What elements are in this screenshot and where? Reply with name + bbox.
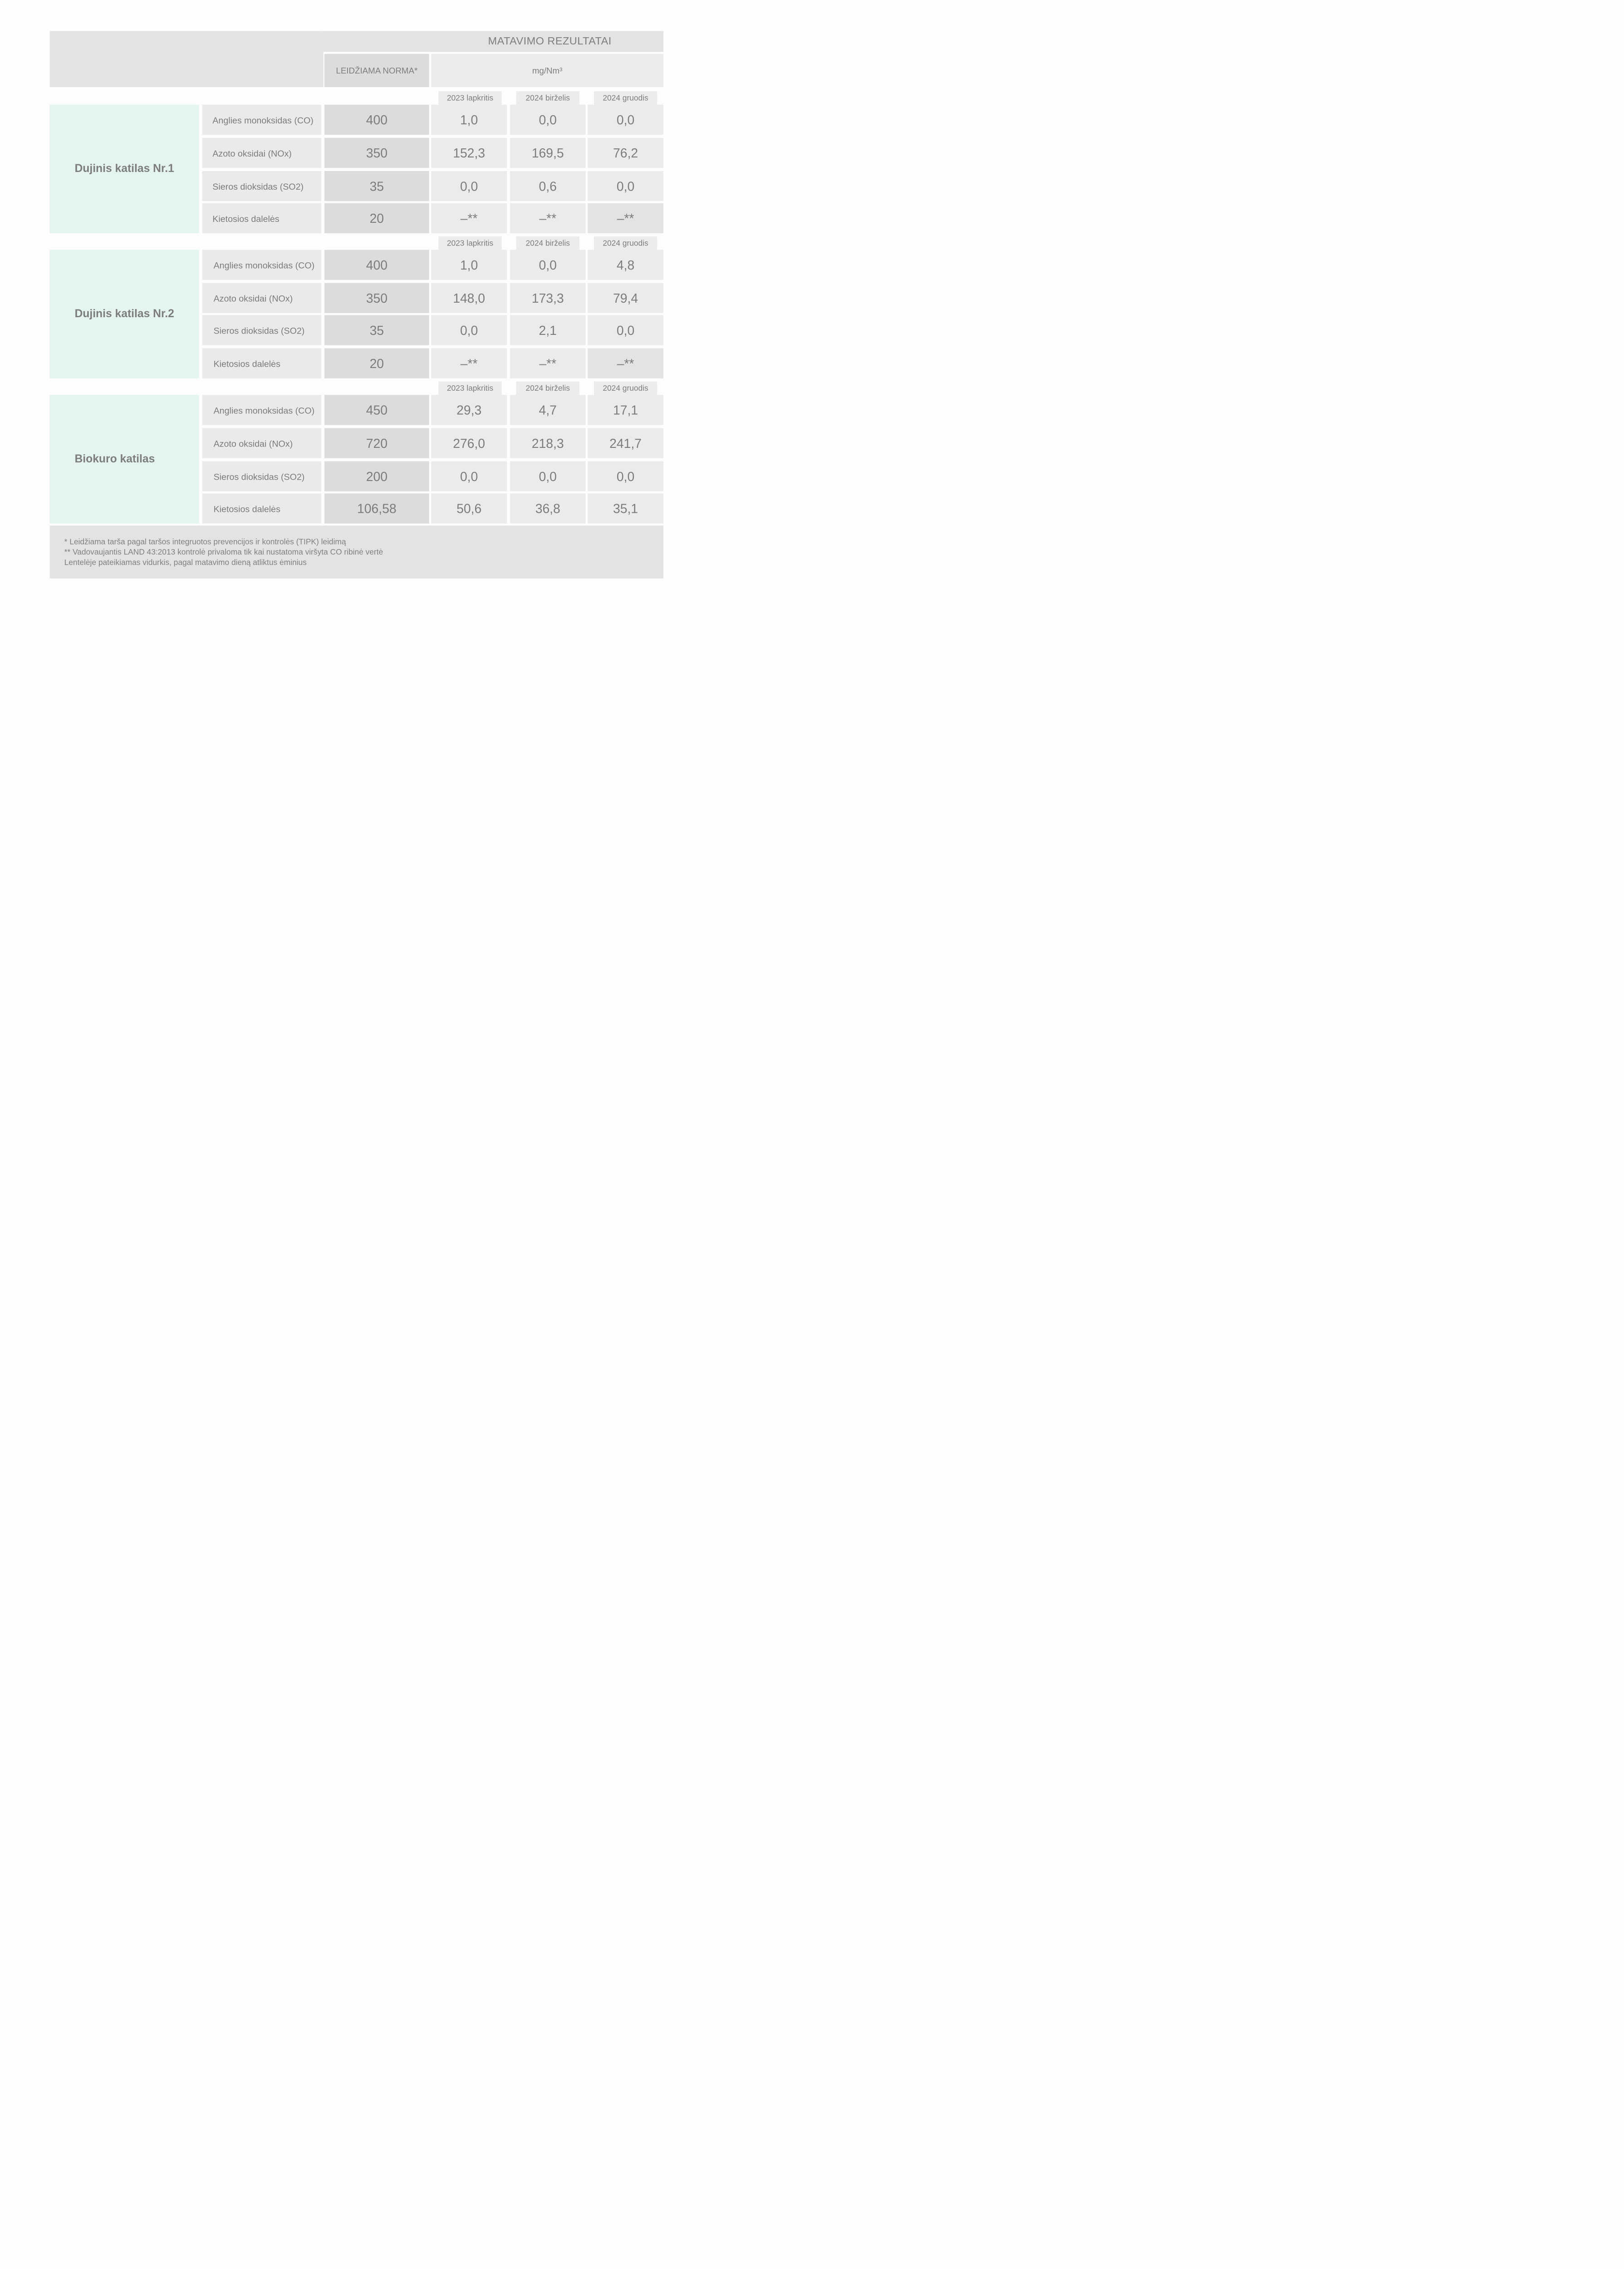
norm-cell: 400 <box>324 105 429 135</box>
param-cell: Anglies monoksidas (CO) <box>202 250 321 280</box>
value-cell: –** <box>588 203 663 233</box>
date-header-g2-c1: 2023 lapkritis <box>438 236 501 250</box>
value-cell: 0,0 <box>510 250 586 280</box>
value-cell: 17,1 <box>588 395 663 425</box>
value-cell: 169,5 <box>510 138 586 168</box>
norm-cell: 20 <box>324 349 429 378</box>
footnote-2: ** Vadovaujantis LAND 43:2013 kontrolė privaloma tik kai nustatoma viršyta CO ribinė vertė <box>64 547 383 557</box>
value-cell: 0,0 <box>510 462 586 491</box>
param-cell: Sieros dioksidas (SO2) <box>202 462 321 491</box>
value-cell: 76,2 <box>588 138 663 168</box>
norm-header-label: LEIDŽIAMA NORMA* <box>336 66 418 75</box>
value-cell: 241,7 <box>588 428 663 458</box>
norm-cell: 35 <box>324 171 429 201</box>
value-cell: 4,8 <box>588 250 663 280</box>
value-cell: 218,3 <box>510 428 586 458</box>
group-label-2: Dujinis katilas Nr.2 <box>50 250 199 378</box>
norm-cell: 720 <box>324 428 429 458</box>
value-cell: 0,6 <box>510 171 586 201</box>
table-title: MATAVIMO REZULTATAI <box>488 35 612 47</box>
group-label-3: Biokuro katilas <box>50 395 199 523</box>
param-cell: Azoto oksidai (NOx) <box>202 428 321 458</box>
value-cell: 35,1 <box>588 493 663 523</box>
norm-cell: 35 <box>324 315 429 345</box>
value-cell: –** <box>510 349 586 378</box>
value-cell: 1,0 <box>431 250 507 280</box>
param-cell: Sieros dioksidas (SO2) <box>202 171 321 201</box>
value-cell: 0,0 <box>588 462 663 491</box>
param-cell: Kietosios dalelės <box>202 349 321 378</box>
param-cell: Sieros dioksidas (SO2) <box>202 315 321 345</box>
date-header-g1-c2: 2024 birželis <box>516 91 579 105</box>
unit-header <box>431 54 663 87</box>
param-cell: Kietosios dalelės <box>202 493 321 523</box>
date-header-g3-c3: 2024 gruodis <box>594 382 657 395</box>
value-cell: 50,6 <box>431 493 507 523</box>
value-cell: 79,4 <box>588 283 663 313</box>
param-cell: Anglies monoksidas (CO) <box>202 395 321 425</box>
value-cell: 0,0 <box>431 315 507 345</box>
group-label-1: Dujinis katilas Nr.1 <box>50 105 199 233</box>
value-cell: –** <box>510 203 586 233</box>
value-cell: 4,7 <box>510 395 586 425</box>
value-cell: 0,0 <box>588 171 663 201</box>
footnote-3: Lentelėje pateikiamas vidurkis, pagal matavimo dieną atliktus ėminius <box>64 557 307 567</box>
date-header-g3-c1: 2023 lapkritis <box>438 382 501 395</box>
header-band-left <box>50 31 321 87</box>
param-cell: Azoto oksidai (NOx) <box>202 283 321 313</box>
unit-header-label: mg/Nm³ <box>532 66 563 75</box>
value-cell: 152,3 <box>431 138 507 168</box>
value-cell: 276,0 <box>431 428 507 458</box>
value-cell: 0,0 <box>588 105 663 135</box>
date-header-g3-c2: 2024 birželis <box>516 382 579 395</box>
value-cell: 173,3 <box>510 283 586 313</box>
date-header-g1-c1: 2023 lapkritis <box>438 91 501 105</box>
param-cell: Anglies monoksidas (CO) <box>202 105 321 135</box>
header-band-mid-left <box>321 52 324 87</box>
footnote-1: * Leidžiama tarša pagal taršos integruotos prevencijos ir kontrolės (TIPK) leidimą <box>64 537 346 546</box>
norm-cell: 350 <box>324 138 429 168</box>
date-header-g2-c2: 2024 birželis <box>516 236 579 250</box>
value-cell: –** <box>588 349 663 378</box>
norm-cell: 200 <box>324 462 429 491</box>
value-cell: 29,3 <box>431 395 507 425</box>
value-cell: 0,0 <box>510 105 586 135</box>
value-cell: –** <box>431 203 507 233</box>
norm-cell: 350 <box>324 283 429 313</box>
value-cell: 0,0 <box>431 171 507 201</box>
norm-cell: 106,58 <box>324 493 429 523</box>
norm-cell: 20 <box>324 203 429 233</box>
norm-cell: 400 <box>324 250 429 280</box>
value-cell: 1,0 <box>431 105 507 135</box>
param-cell: Kietosios dalelės <box>202 203 321 233</box>
norm-header <box>324 54 429 87</box>
value-cell: 0,0 <box>431 462 507 491</box>
value-cell: 148,0 <box>431 283 507 313</box>
value-cell: 2,1 <box>510 315 586 345</box>
header-title-cell <box>427 31 663 52</box>
footnote-panel <box>50 526 663 578</box>
value-cell: –** <box>431 349 507 378</box>
param-cell: Azoto oksidai (NOx) <box>202 138 321 168</box>
date-header-g2-c3: 2024 gruodis <box>594 236 657 250</box>
value-cell: 36,8 <box>510 493 586 523</box>
norm-cell: 450 <box>324 395 429 425</box>
date-header-g1-c3: 2024 gruodis <box>594 91 657 105</box>
value-cell: 0,0 <box>588 315 663 345</box>
